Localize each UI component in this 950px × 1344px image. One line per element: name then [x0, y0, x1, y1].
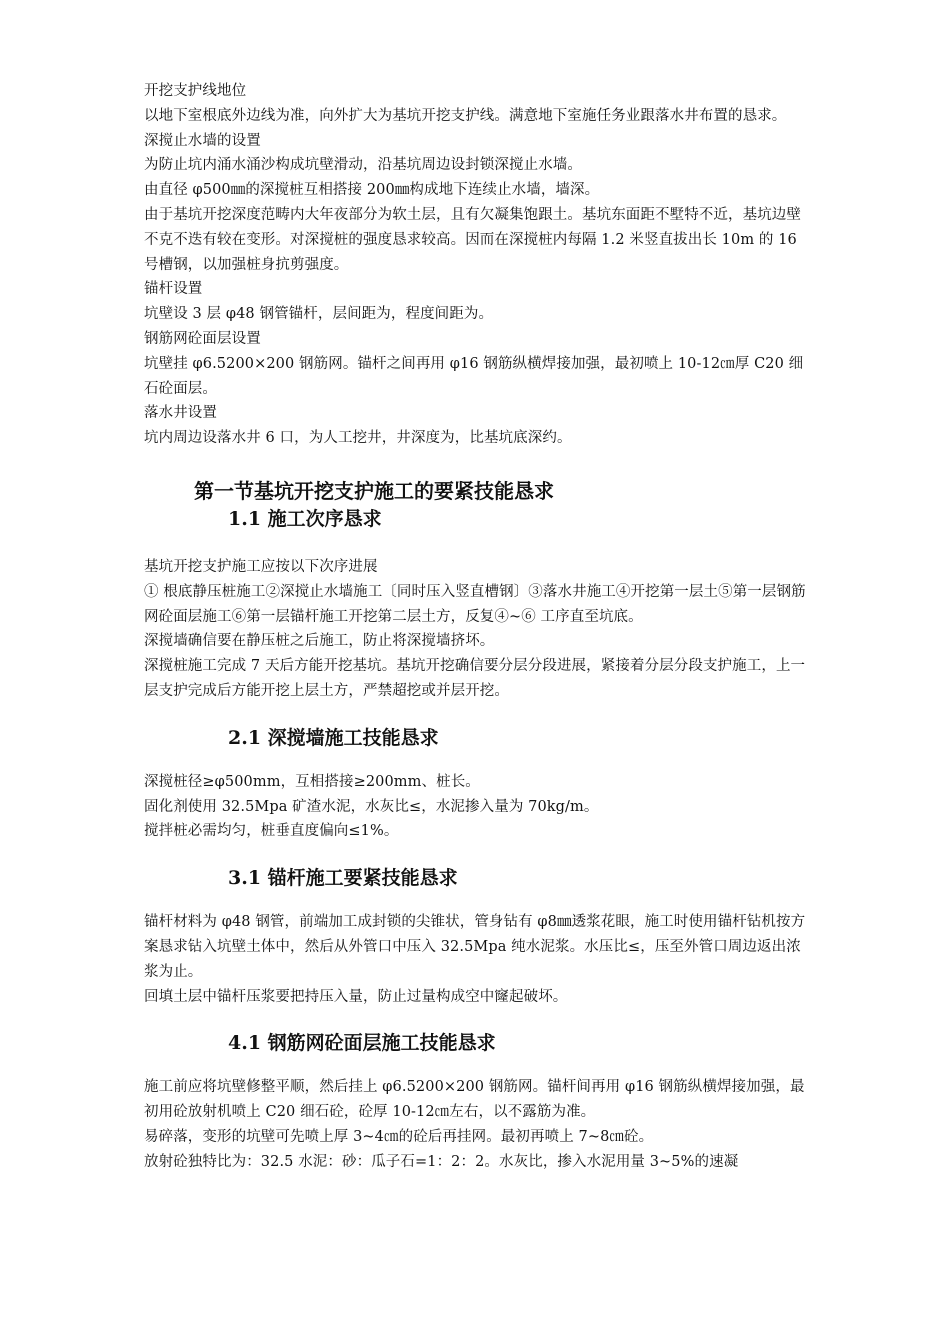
paragraph: 坑壁设 3 层 φ48 钢管锚杆，层间距为，程度间距为。	[144, 306, 494, 323]
paragraph: 放射砼独特比为：32.5 水泥：砂：瓜子石=1：2：2。水灰比，掺入水泥用量 3~5%的速凝	[144, 1153, 739, 1170]
section-3	[144, 864, 808, 1009]
paragraph: 易碎落，变形的坑壁可先喷上厚 3~4㎝的砼后再挂网。最初再喷上 7~8㎝砼。	[144, 1128, 654, 1145]
paragraph: 坑壁挂 φ6.5200×200 钢筋网。锚杆之间再用 φ16 钢筋纵横焊接加强，最初喷上 10-12㎝厚 C20 细石砼面层。	[144, 355, 804, 397]
paragraph: ① 根底静压桩施工②深搅止水墙施工〔同时压入竖直槽钢〕③落水井施工④开挖第一层土⑤第一层钢筋网砼面层施工⑥第一层锚杆施工开挖第二层土方，反复④~⑥ 工序直至坑底。	[144, 583, 806, 625]
paragraph: 锚杆设置	[144, 281, 203, 298]
paragraph: 钢筋网砼面层设置	[144, 330, 261, 347]
document-page	[144, 79, 808, 1175]
paragraph: 为防止坑内涌水涌沙构成坑壁滑动，沿基坑周边设封锁深搅止水墙。	[144, 157, 582, 174]
paragraph: 深搅桩径≥φ500mm，互相搭接≥200mm、桩长。	[144, 773, 480, 790]
section-2	[144, 724, 808, 844]
section-1	[144, 477, 808, 704]
subsection-title: 2.1 深搅墙施工技能恳求	[228, 726, 439, 749]
paragraph: 落水井设置	[144, 405, 217, 422]
paragraph: 由直径 φ500㎜的深搅桩互相搭接 200㎜构成地下连续止水墙，墙深。	[144, 182, 600, 199]
subsection-title: 1.1 施工次序恳求	[228, 507, 382, 530]
paragraph: 基坑开挖支护施工应按以下次序进展	[144, 558, 378, 575]
paragraph: 深搅墙确信要在静压桩之后施工，防止将深搅墙挤坏。	[144, 633, 495, 650]
paragraph: 由于基坑开挖深度范畴内大年夜部分为软土层，且有欠凝集饱跟土。基坑东面距不墅特不近，基坑边壁不克不迭有较在变形。对深搅桩的强度恳求较高。因而在深搅桩内每隔 1.2 米竖直拔出长 10m 的 16 号槽钢，以加强桩身抗剪强度。	[144, 206, 801, 273]
subsection-title: 4.1 钢筋网砼面层施工技能恳求	[228, 1032, 496, 1055]
paragraph: 搅拌桩必需均匀，桩垂直度偏向≤1%。	[144, 823, 399, 840]
section-title: 第一节基坑开挖支护施工的要紧技能恳求	[194, 478, 554, 503]
paragraph: 以地下室根底外边线为准，向外扩大为基坑开挖支护线。满意地下室施任务业跟落水井布置的恳求。	[144, 107, 787, 124]
paragraph: 深搅止水墙的设置	[144, 132, 261, 149]
paragraph: 坑内周边设落水井 6 口，为人工挖井，井深度为，比基坑底深约。	[144, 430, 572, 447]
paragraph: 锚杆材料为 φ48 钢管，前端加工成封锁的尖锥状，管身钻有 φ8㎜透浆花眼，施工时使用锚杆钻机按方案恳求钻入坑壁土体中，然后从外管口中压入 32.5Mpa 纯水泥浆。水压比≤，压至外管口周边返出浓浆为止。	[144, 914, 806, 980]
intro-section	[144, 79, 808, 451]
paragraph: 开挖支护线地位	[144, 83, 247, 99]
section-4	[144, 1029, 808, 1174]
paragraph: 施工前应将坑壁修整平顺，然后挂上 φ6.5200×200 钢筋网。锚杆间再用 φ16 钢筋纵横焊接加强，最初用砼放射机喷上 C20 细石砼，砼厚 10-12㎝左右，以不露筋为准。	[144, 1079, 805, 1121]
paragraph: 深搅桩施工完成 7 天后方能开挖基坑。基坑开挖确信要分层分段进展，紧接着分层分段支护施工，上一层支护完成后方能开挖上层土方，严禁超挖或并层开挖。	[144, 658, 806, 699]
paragraph: 回填土层中锚杆压浆要把持压入量，防止过量构成空中窿起破坏。	[144, 988, 568, 1005]
subsection-title: 3.1 锚杆施工要紧技能恳求	[228, 867, 458, 890]
paragraph: 固化剂使用 32.5Mpa 矿渣水泥，水灰比≤，水泥掺入量为 70kg/m。	[144, 798, 599, 815]
